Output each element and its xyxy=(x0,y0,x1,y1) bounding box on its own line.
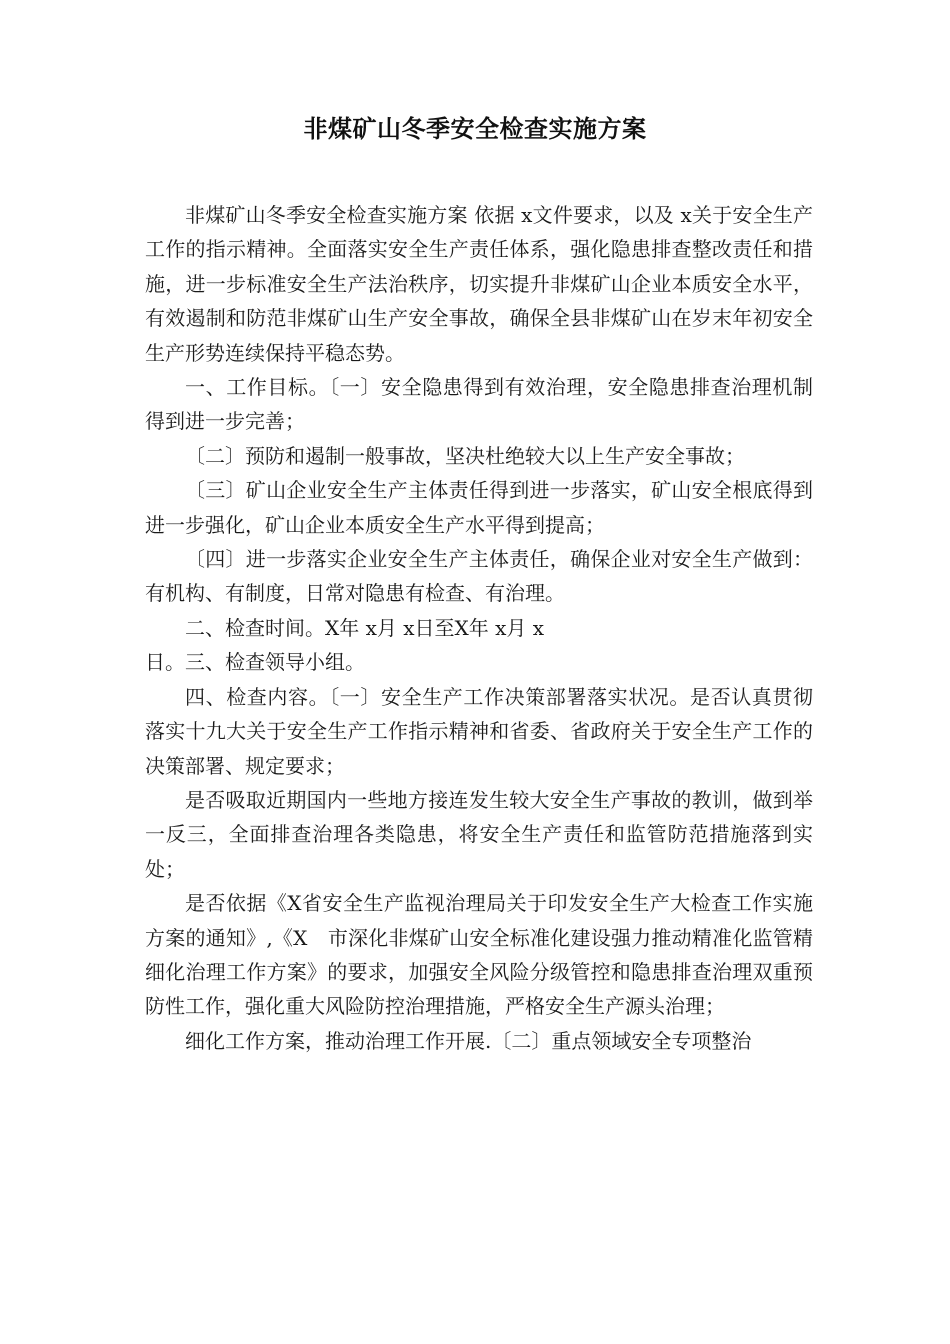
paragraph-basis: 是否依据《X省安全生产监视治理局关于印发安全生产大检查工作实施方案的通知》,《X 市深化非煤矿山安全标准化建设强力推动精准化监管精细化治理工作方案》的要求，加强安全风险分级管控和隐患排查治理双重预防性工作，强化重大风险防控治理措施，严格安全生产源头治理； xyxy=(145,891,813,1019)
paragraph-lessons: 是否吸取近期国内一些地方接连发生较大安全生产事故的教训，做到举一反三，全面排查治理各类隐患，将安全生产责任和监管防范措施落到实处； xyxy=(145,787,813,881)
paragraph-goal-1: 一、工作目标。〔一〕安全隐患得到有效治理，安全隐患排查治理机制得到进一步完善； xyxy=(145,375,813,434)
paragraph-intro: 非煤矿山冬季安全检查实施方案 依据 x文件要求，以及 x关于安全生产工作的指示精神。全面落实安全生产责任体系，强化隐患排查整改责任和措施，进一步标准安全生产法治秩序，切实提升非煤矿山企业本质安全水平，有效遏制和防范非煤矿山生产安全事故，确保全县非煤矿山在岁末年初安全生产形势连续保持平稳态势。 xyxy=(145,203,813,365)
paragraph-leadership-group: 日。三、检查领导小组。 xyxy=(145,650,365,675)
paragraph-goal-3: 〔三〕矿山企业安全生产主体责任得到进一步落实，矿山安全根底得到进一步强化，矿山企业本质安全生产水平得到提高； xyxy=(145,478,813,537)
paragraph-goal-2: 〔二〕预防和遏制一般事故，坚决杜绝较大以上生产安全事故； xyxy=(185,443,745,468)
document-body xyxy=(145,198,813,1058)
paragraph-check-content: 四、检查内容。〔一〕安全生产工作决策部署落实状况。是否认真贯彻落实十九大关于安全生产工作指示精神和省委、省政府关于安全生产工作的决策部署、规定要求； xyxy=(145,684,813,778)
paragraph-refine-plan: 细化工作方案，推动治理工作开展.〔二〕重点领域安全专项整治 xyxy=(185,1028,752,1053)
paragraph-goal-4: 〔四〕进一步落实企业安全生产主体责任，确保企业对安全生产做到：有机构、有制度，日常对隐患有检查、有治理。 xyxy=(145,547,813,606)
document-title: 非煤矿山冬季安全检查实施方案 xyxy=(303,115,647,143)
paragraph-check-time: 二、检查时间。X年 x月 x日至X年 x月 x xyxy=(185,615,545,640)
